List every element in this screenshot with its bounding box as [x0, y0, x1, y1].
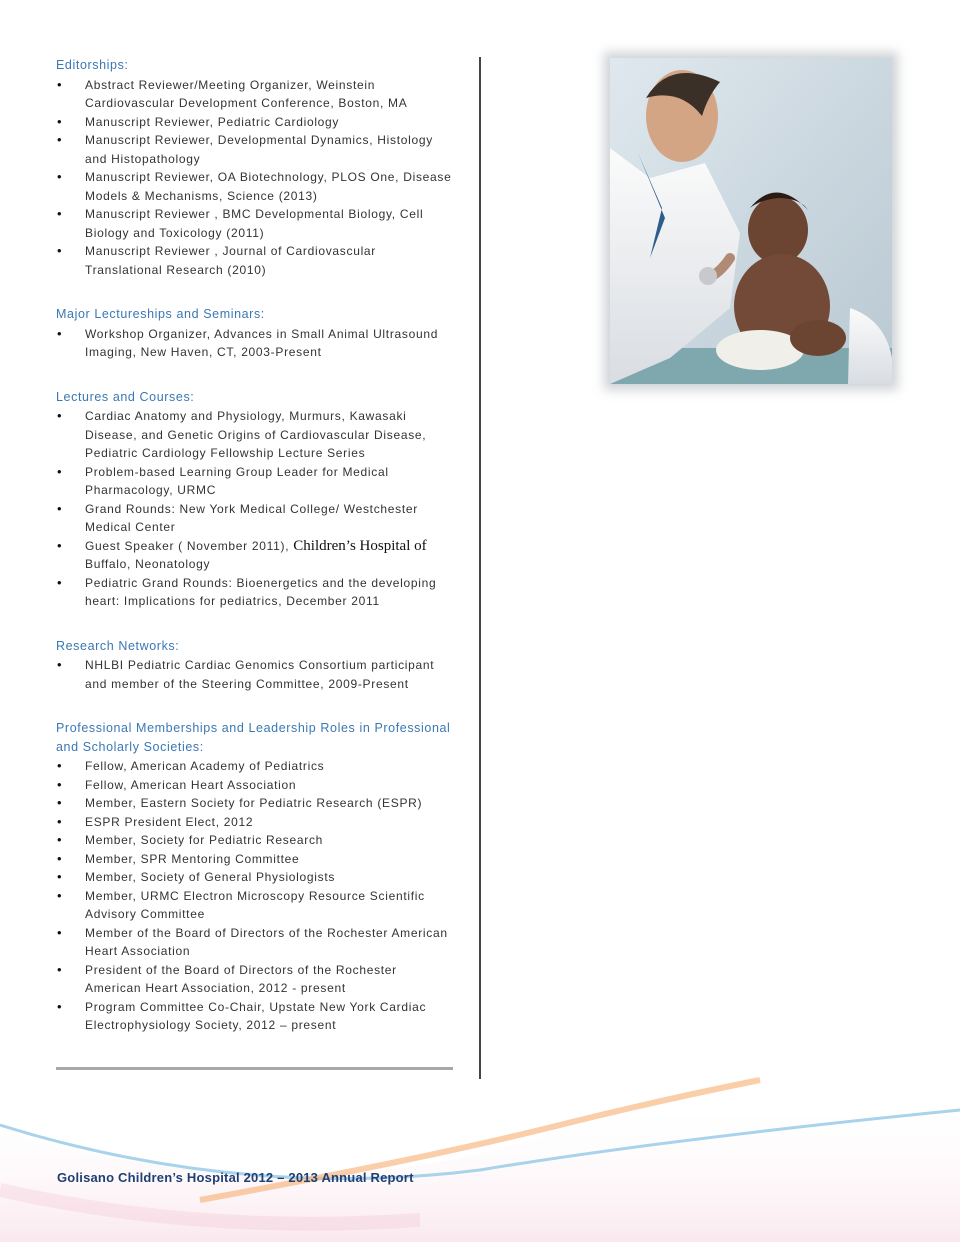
editorships-section	[56, 56, 454, 279]
section-heading: Research Networks:	[56, 638, 180, 653]
lectures-courses-list	[56, 407, 454, 611]
section-heading: Editorships:	[56, 58, 129, 72]
list-item: • Fellow, American Heart Association	[56, 776, 454, 795]
section-heading: Professional Memberships and Leadership Roles in Professional and Scholarly Societies:	[56, 721, 451, 754]
doctor-with-baby-illustration	[610, 58, 892, 384]
list-item: • Manuscript Reviewer, Pediatric Cardiology	[56, 113, 454, 132]
footer-title: Golisano Children’s Hospital 2012 – 2013 Annual Report	[57, 1170, 414, 1185]
lectures-courses-section	[56, 388, 454, 611]
research-networks-section	[56, 637, 454, 694]
guest-speaker-venue: Children’s Hospital of	[293, 537, 427, 554]
list-item: • Workshop Organizer, Advances in Small Animal Ultrasound Imaging, New Haven, CT, 2003-Present	[56, 325, 454, 362]
list-item: • Manuscript Reviewer , BMC Developmental Biology, Cell Biology and Toxicology (2011)	[56, 205, 454, 242]
editorships-list	[56, 76, 454, 280]
main-column	[56, 56, 454, 1061]
memberships-list	[56, 757, 454, 1035]
lectureships-list	[56, 325, 454, 362]
list-item: • Program Committee Co-Chair, Upstate New York Cardiac Electrophysiology Society, 2012 – present	[56, 998, 454, 1035]
doctor-with-baby-photo	[610, 58, 892, 384]
list-item: • Pediatric Grand Rounds: Bioenergetics and the developing heart: Implications for pediatrics, December 2011	[56, 574, 454, 611]
lectureships-section	[56, 305, 454, 362]
list-item: • President of the Board of Directors of the Rochester American Heart Association, 2012 - present	[56, 961, 454, 998]
column-divider	[479, 57, 481, 1079]
list-item: • Manuscript Reviewer, Developmental Dynamics, Histology and Histopathology	[56, 131, 454, 168]
list-item: • Member, SPR Mentoring Committee	[56, 850, 454, 869]
decorative-wave	[0, 1070, 960, 1242]
list-item-guest-speaker	[56, 537, 454, 574]
list-item: • Member of the Board of Directors of the Rochester American Heart Association	[56, 924, 454, 961]
guest-speaker-tail: Buffalo, Neonatology	[85, 557, 211, 571]
list-item: • Fellow, American Academy of Pediatrics	[56, 757, 454, 776]
list-item: • Manuscript Reviewer , Journal of Cardiovascular Translational Research (2010)	[56, 242, 454, 279]
research-networks-list	[56, 656, 454, 693]
guest-speaker-lead: Guest Speaker ( November 2011),	[85, 538, 290, 553]
list-item: • Grand Rounds: New York Medical College/ Westchester Medical Center	[56, 500, 454, 537]
section-heading: Lectures and Courses:	[56, 389, 195, 404]
list-item: • Problem-based Learning Group Leader for Medical Pharmacology, URMC	[56, 463, 454, 500]
list-item: • Member, Society for Pediatric Research	[56, 831, 454, 850]
list-item: • Abstract Reviewer/Meeting Organizer, Weinstein Cardiovascular Development Conference, Boston, MA	[56, 76, 454, 113]
list-item: • ESPR President Elect, 2012	[56, 813, 454, 832]
list-item: • Manuscript Reviewer, OA Biotechnology, PLOS One, Disease Models & Mechanisms, Science (2013)	[56, 168, 454, 205]
list-item: • Member, Eastern Society for Pediatric Research (ESPR)	[56, 794, 454, 813]
list-item: • Member, URMC Electron Microscopy Resource Scientific Advisory Committee	[56, 887, 454, 924]
section-heading: Major Lectureships and Seminars:	[56, 307, 265, 321]
list-item: • Member, Society of General Physiologists	[56, 868, 454, 887]
list-item: • Cardiac Anatomy and Physiology, Murmurs, Kawasaki Disease, and Genetic Origins of Cardiovascular Disease, Pediatric Cardiology Fellowship Lecture Series	[56, 407, 454, 463]
memberships-section	[56, 719, 454, 1035]
list-item: • NHLBI Pediatric Cardiac Genomics Consortium participant and member of the Steering Committee, 2009-Present	[56, 656, 454, 693]
